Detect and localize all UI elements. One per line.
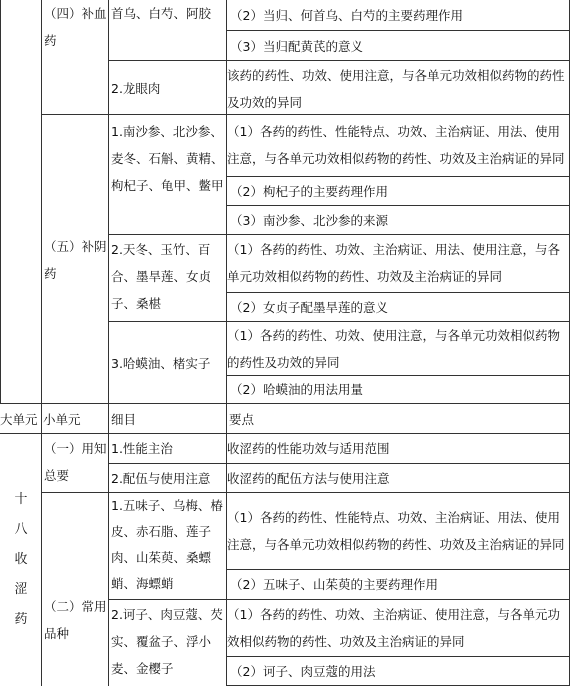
point-yin-1-3 — [226, 205, 570, 235]
point-general-2-text: 收涩药的配伍方法与使用注意 — [227, 471, 390, 486]
unit-tonify-yin-label: （五）补阴药 — [44, 238, 107, 281]
header-big-unit-text: 大单元 — [0, 412, 38, 427]
point-common-2-2 — [226, 656, 570, 686]
point-yin-3-2-text: （2）哈蟆油的用法用量 — [230, 382, 363, 397]
item-yin-2 — [108, 234, 227, 322]
point-general-1-text: 收涩药的性能功效与适用范围 — [227, 441, 390, 456]
point-common-1-2 — [226, 569, 570, 600]
point-yin-3-1 — [226, 321, 570, 376]
item-common-1 — [108, 492, 227, 600]
header-detail-text: 细目 — [111, 412, 137, 427]
unit-common — [41, 492, 109, 686]
item-yin-2-text: 2.天冬、玉竹、百合、墨旱莲、女贞子、桑椹 — [111, 242, 212, 311]
item-yin-1 — [108, 114, 227, 235]
point-yin-2-1-text: （1）各药的药性、功效、主治病证、用法、使用注意，与各单元功效相似药物的药性、功效及主治病证的异同 — [227, 242, 560, 284]
point-common-2-1-text: （1）各药的药性、功效、主治病证、使用注意，与各单元功效相似药物的药性、功效及主治病证的异同 — [227, 607, 560, 649]
unit-tonify-blood — [41, 0, 109, 115]
point-yin-2-2 — [226, 292, 570, 322]
point-general-2 — [226, 463, 570, 493]
header-detail — [108, 403, 227, 434]
point-common-1-1 — [226, 492, 570, 570]
point-heshouwu-3 — [226, 30, 570, 61]
point-common-2-2-text: （2）诃子、肉豆蔻的用法 — [230, 664, 376, 679]
header-big-unit — [0, 403, 42, 434]
point-yin-1-2 — [226, 176, 570, 206]
item-general-1 — [108, 433, 227, 464]
unit-common-label: （二）常用品种 — [44, 598, 107, 641]
point-heshouwu-2-text: （2）当归、何首乌、白芍的主要药理作用 — [230, 8, 463, 23]
item-heshouwu-text: 首乌、白芍、阿胶 — [111, 6, 212, 21]
item-longyanrou-text: 2.龙眼肉 — [111, 80, 161, 96]
header-key-points-text: 要点 — [229, 412, 255, 427]
point-yin-1-3-text: （3）南沙参、北沙参的来源 — [230, 213, 388, 228]
item-common-2 — [108, 599, 227, 686]
point-yin-2-1 — [226, 234, 570, 293]
point-yin-1-2-text: （2）枸杞子的主要药理作用 — [230, 184, 388, 199]
point-heshouwu-2 — [226, 0, 570, 31]
point-longyanrou — [226, 60, 570, 115]
item-general-2-text: 2.配伍与使用注意 — [111, 471, 211, 486]
item-common-2-text: 2.诃子、肉豆蔻、芡实、覆盆子、浮小麦、金樱子 — [111, 607, 223, 676]
item-general-2 — [108, 463, 227, 493]
point-yin-1-1 — [226, 114, 570, 177]
point-general-1 — [226, 433, 570, 464]
point-common-2-1 — [226, 599, 570, 657]
unit-general-label: （一）用知总要 — [44, 441, 107, 483]
item-yin-1-text: 1.南沙参、北沙参、麦冬、石斛、黄精、枸杞子、龟甲、鳖甲 — [111, 124, 224, 193]
item-heshouwu — [108, 0, 227, 61]
item-longyanrou — [108, 60, 227, 115]
point-heshouwu-3-text: （3）当归配黄芪的意义 — [230, 39, 363, 54]
unit-tonify-yin — [41, 114, 109, 404]
point-longyanrou-text: 该药的药性、功效、使用注意，与各单元功效相似药物的药性及功效的异同 — [227, 68, 565, 110]
header-key-points — [226, 403, 570, 434]
point-yin-2-2-text: （2）女贞子配墨旱莲的意义 — [230, 300, 388, 315]
header-small-unit — [41, 403, 109, 434]
item-yin-3-text: 3.哈蟆油、楮实子 — [111, 355, 211, 371]
big-unit-astringent — [0, 433, 42, 686]
point-common-1-1-text: （1）各药的药性、性能特点、功效、主治病证、用法、使用注意，与各单元功效相似药物的药性、功效及主治病证的异同 — [227, 510, 565, 552]
item-yin-3 — [108, 321, 227, 404]
point-yin-3-2 — [226, 375, 570, 404]
unit-tonify-blood-label: （四）补血药 — [44, 6, 107, 48]
point-yin-3-1-text: （1）各药的药性、功效、使用注意，与各单元功效相似药物的药性及功效的异同 — [227, 328, 560, 370]
big-unit-astringent-text: 十 八 收 涩 药 — [14, 492, 28, 627]
header-small-unit-text: 小单元 — [43, 412, 81, 427]
point-common-1-2-text: （2）五味子、山茱萸的主要药理作用 — [230, 577, 438, 592]
point-yin-1-1-text: （1）各药的药性、性能特点、功效、主治病证、用法、使用注意，与各单元功效相似药物的药性、功效及主治病证的异同 — [227, 124, 565, 166]
big-unit-cell-upper — [0, 0, 42, 404]
item-general-1-text: 1.性能主治 — [111, 441, 173, 456]
item-common-1-text: 1.五味子、乌梅、椿皮、赤石脂、莲子肉、山茱萸、桑螵蛸、海螵蛸 — [111, 498, 223, 591]
unit-general — [41, 433, 109, 493]
